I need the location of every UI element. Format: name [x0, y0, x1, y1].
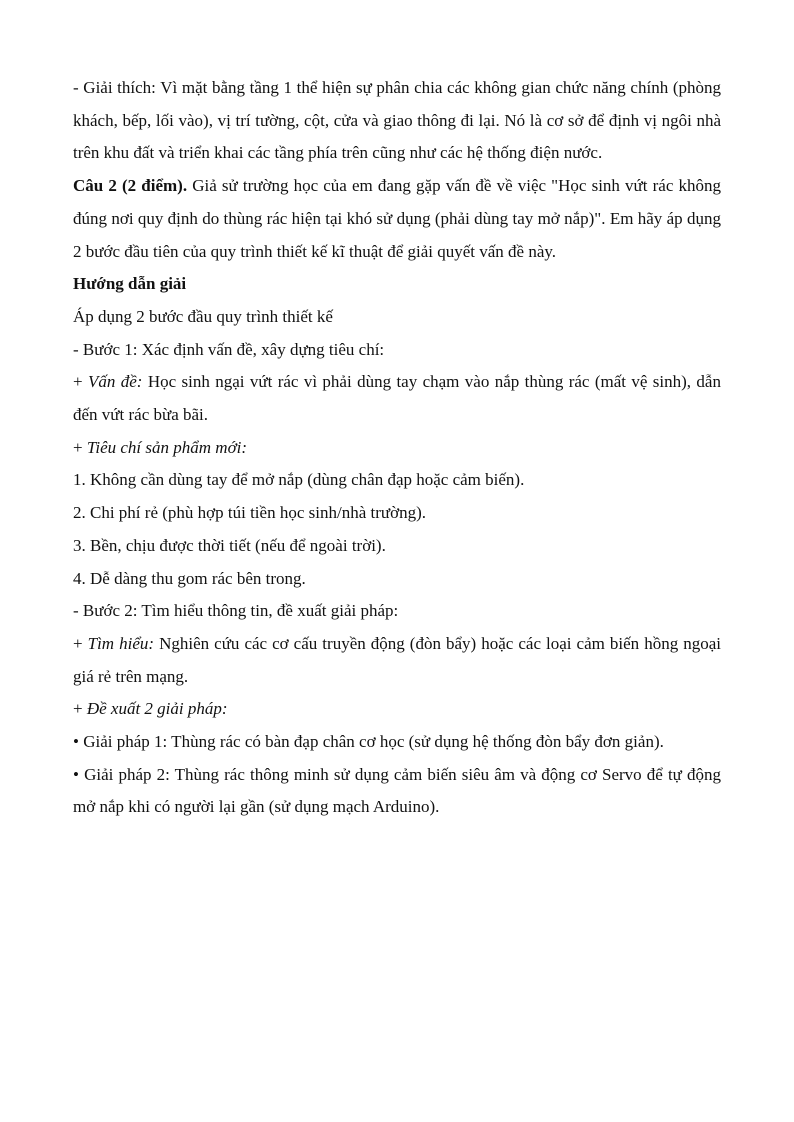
paragraph-explanation [73, 72, 726, 170]
text-run: 2. Chi phí rẻ (phù hợp túi tiền học sinh/nhà trường). [73, 503, 426, 523]
text-run: Tiêu chí sản phẩm mới: [86, 437, 248, 457]
paragraph-step-1-problem [73, 366, 726, 431]
paragraph-proposal-heading [73, 693, 721, 726]
paragraph-solution-option-1 [73, 726, 721, 759]
paragraph-step-2-heading [73, 595, 721, 628]
paragraph-step-2-research [73, 628, 726, 693]
paragraph-solution-option-2 [73, 759, 726, 824]
text-run: • Giải pháp 2: Thùng rác thông minh sử dụng cảm biến siêu âm và động cơ Servo để tự động mở nắp khi có người lại gần (sử dụng mạch Arduino). [73, 764, 726, 817]
text-run: Hướng dẫn giải [73, 274, 187, 294]
text-run: Câu 2 (2 điểm). [73, 176, 193, 196]
text-run: Vấn đề: [87, 372, 143, 392]
text-run: Giả sử trường học của em đang gặp vấn đề về việc "Học sinh vứt rác không đúng nơi quy định do thùng rác hiện tại khó sử dụng (phải dùng tay mở nắp)". Em hãy áp dụng 2 bước đầu tiên của quy trình thiết kế kĩ thuật để giải quyết vấn đề này. [73, 176, 726, 261]
paragraph-solution-intro [73, 301, 721, 334]
paragraph-criteria-4 [73, 563, 721, 596]
text-run: - Giải thích: Vì mặt bằng tầng 1 thể hiện sự phân chia các không gian chức năng chính (phòng khách, bếp, lối vào), vị trí tường, cột, cửa và giao thông đi lại. Nó là cơ sở để định vị ngôi nhà trên khu đất và triển khai các tầng phía trên cũng như các hệ thống điện nước. [73, 78, 726, 163]
paragraph-step-1-heading [73, 334, 721, 367]
text-run: + [73, 699, 87, 719]
text-run: - Bước 2: Tìm hiểu thông tin, đề xuất giải pháp: [73, 601, 399, 621]
text-run: 1. Không cần dùng tay để mở nắp (dùng chân đạp hoặc cảm biến). [73, 470, 525, 490]
text-block [73, 72, 726, 824]
text-run: + [73, 372, 88, 392]
paragraph-question-2 [73, 170, 726, 268]
paragraph-criteria-heading [73, 432, 721, 465]
text-run: Tìm hiểu: [87, 633, 155, 653]
paragraph-criteria-2 [73, 497, 721, 530]
text-run: Đề xuất 2 giải pháp: [86, 699, 228, 719]
text-run: 3. Bền, chịu được thời tiết (nếu để ngoài trời). [73, 535, 386, 555]
text-run: Học sinh ngại vứt rác vì phải dùng tay chạm vào nắp thùng rác (mất vệ sinh), dẫn đến vứt rác bừa bãi. [73, 372, 726, 425]
text-run: + [73, 633, 88, 653]
paragraph-criteria-1 [73, 464, 721, 497]
text-run: Nghiên cứu các cơ cấu truyền động (đòn bẩy) hoặc các loại cảm biến hồng ngoại giá rẻ trên mạng. [73, 633, 726, 686]
paragraph-criteria-3 [73, 530, 721, 563]
text-run: 4. Dễ dàng thu gom rác bên trong. [73, 568, 306, 588]
text-run: - Bước 1: Xác định vấn đề, xây dựng tiêu chí: [73, 339, 385, 359]
text-run: Áp dụng 2 bước đầu quy trình thiết kế [73, 306, 333, 326]
text-run: • Giải pháp 1: Thùng rác có bàn đạp chân cơ học (sử dụng hệ thống đòn bẩy đơn giản). [73, 732, 664, 752]
text-run: + [73, 437, 87, 457]
paragraph-solution-heading [73, 268, 721, 301]
